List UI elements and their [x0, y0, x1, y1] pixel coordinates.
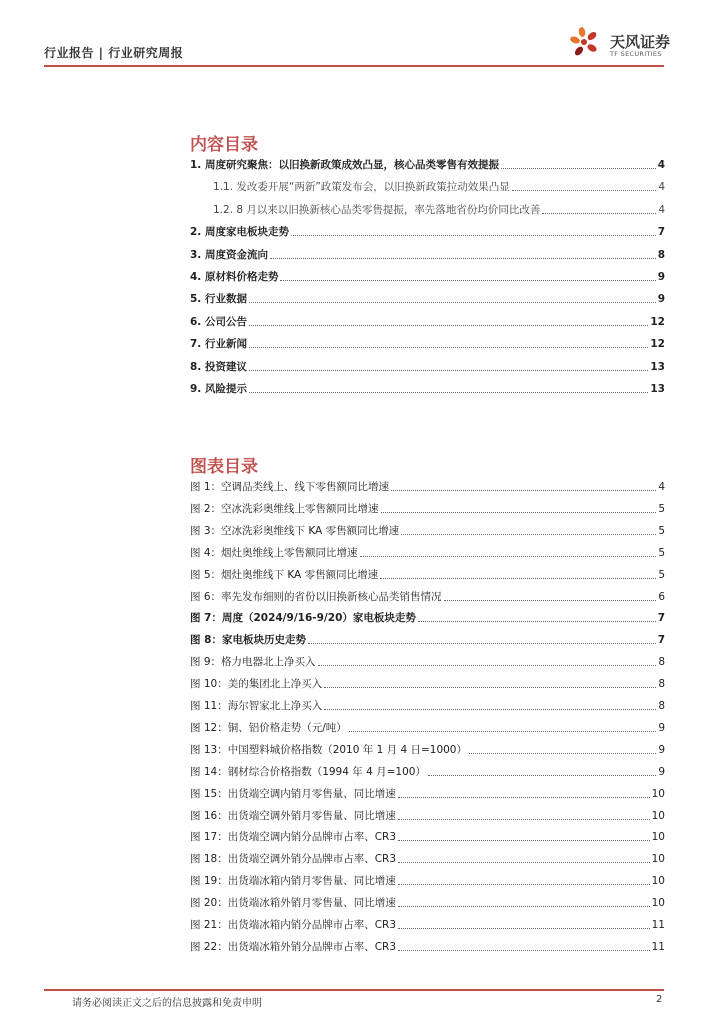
footer-divider — [44, 989, 664, 991]
toc-entry[interactable] — [190, 872, 665, 888]
toc-entry[interactable] — [190, 500, 665, 516]
toc-entry-label: 2. 周度家电板块走势 — [190, 226, 289, 239]
toc-entry[interactable] — [190, 828, 665, 844]
toc-entry-page: 11 — [651, 940, 665, 953]
toc-entry[interactable] — [190, 313, 665, 329]
figures-title: 图表目录 — [190, 457, 258, 477]
toc-leader-dots — [501, 167, 656, 169]
toc-entry[interactable] — [190, 223, 665, 239]
toc-leader-dots — [428, 774, 656, 776]
toc-leader-dots — [398, 949, 650, 951]
toc-leader-dots — [380, 577, 656, 579]
toc-entry-label: 图 1：空调品类线上、线下零售额同比增速 — [190, 481, 390, 493]
toc-entry-page: 9 — [658, 743, 665, 756]
toc-entry-label: 图 6：率先发布细则的省份以旧换新核心品类销售情况 — [190, 590, 442, 603]
toc-leader-dots — [398, 861, 650, 863]
toc-leader-dots — [249, 346, 648, 348]
toc-leader-dots — [249, 391, 648, 393]
footer-disclaimer: 请务必阅读正文之后的信息披露和免责申明 — [72, 998, 262, 1009]
toc-entry[interactable] — [190, 894, 665, 910]
toc-entry[interactable] — [190, 653, 665, 669]
toc-entry-label: 4. 原材料价格走势 — [190, 271, 279, 283]
toc-leader-dots — [418, 620, 656, 622]
toc-entry[interactable] — [213, 178, 665, 194]
toc-entry-page: 6 — [658, 590, 665, 603]
toc-entry-page: 7 — [657, 226, 665, 239]
toc-leader-dots — [469, 752, 656, 754]
toc-entry-page: 9 — [658, 721, 665, 734]
toc-entry-page: 5 — [658, 502, 665, 515]
toc-entry[interactable] — [190, 290, 665, 306]
toc-entry-label: 图 18：出货端空调外销分品牌市占率、CR3 — [190, 853, 397, 866]
toc-entry[interactable] — [213, 201, 665, 217]
toc-entry[interactable] — [190, 631, 665, 647]
toc-entry[interactable] — [190, 588, 665, 604]
toc-leader-dots — [270, 257, 656, 259]
toc-entry-label: 图 7：周度（2024/9/16-9/20）家电板块走势 — [190, 612, 416, 625]
toc-entry[interactable] — [190, 675, 665, 691]
toc-leader-dots — [398, 839, 650, 841]
toc-entry-page: 9 — [657, 293, 665, 306]
toc-entry[interactable] — [190, 697, 665, 713]
toc-entry-page: 11 — [651, 919, 665, 931]
toc-entry-label: 图 10：美的集团北上净买入 — [190, 678, 323, 691]
toc-leader-dots — [398, 927, 650, 929]
toc-leader-dots — [401, 533, 656, 535]
toc-leader-dots — [360, 555, 657, 557]
toc-entry-page: 4 — [658, 203, 665, 216]
toc-entry-page: 13 — [650, 360, 665, 373]
toc-entry[interactable] — [190, 763, 665, 779]
toc-entry-page: 8 — [658, 678, 665, 691]
toc-leader-dots — [280, 279, 655, 281]
toc-entry-label: 图 14：钢材综合价格指数（1994 年 4 月=100） — [190, 765, 426, 778]
toc-leader-dots — [542, 212, 656, 214]
toc-leader-dots — [444, 599, 657, 601]
toc-entry[interactable] — [190, 938, 665, 954]
toc-entry-page: 4 — [658, 481, 665, 493]
toc-leader-dots — [381, 511, 657, 513]
toc-entry[interactable] — [190, 741, 665, 757]
logo-name: 天风证券 — [610, 33, 671, 51]
toc-entry[interactable] — [190, 246, 665, 262]
toc-entry-page: 8 — [657, 248, 665, 261]
toc-entry-page: 10 — [651, 831, 665, 844]
toc-entry-label: 图 15：出货端空调内销月零售量、同比增速 — [190, 787, 396, 800]
toc-leader-dots — [308, 642, 656, 644]
toc-entry-page: 12 — [650, 315, 665, 328]
contents-title: 内容目录 — [190, 135, 258, 155]
toc-leader-dots — [398, 796, 650, 798]
toc-leader-dots — [249, 301, 656, 303]
toc-entry[interactable] — [190, 380, 665, 396]
toc-entry-page: 8 — [658, 700, 665, 712]
toc-entry-label: 图 19：出货端冰箱内销月零售量、同比增速 — [190, 875, 396, 888]
toc-leader-dots — [398, 883, 650, 885]
header-text: 行业报告 | 行业研究周报 — [44, 46, 184, 60]
toc-entry-page: 12 — [650, 338, 665, 351]
toc-entry-label: 图 11：海尔智家北上净买入 — [190, 700, 323, 712]
toc-entry[interactable] — [190, 268, 665, 284]
toc-entry[interactable] — [190, 719, 665, 735]
toc-leader-dots — [398, 905, 650, 907]
toc-entry[interactable] — [190, 566, 665, 582]
toc-entry-page: 5 — [658, 546, 665, 559]
toc-entry-page: 10 — [651, 809, 665, 822]
toc-entry-page: 7 — [657, 634, 665, 647]
toc-entry-page: 4 — [658, 181, 665, 194]
toc-leader-dots — [249, 324, 648, 326]
toc-entry-label: 1.2. 8 月以来以旧换新核心品类零售提振，率先落地省份均价同比改善 — [213, 203, 541, 216]
toc-entry-label: 图 9：格力电器北上净买入 — [190, 656, 316, 669]
toc-leader-dots — [318, 664, 657, 666]
toc-entry-page: 10 — [651, 875, 665, 888]
toc-entry[interactable] — [190, 358, 665, 374]
toc-entry-label: 图 22：出货端冰箱外销分品牌市占率、CR3 — [190, 940, 397, 953]
toc-entry[interactable] — [190, 785, 665, 801]
toc-entry-label: 9. 风险提示 — [190, 383, 247, 395]
toc-entry-label: 图 16：出货端空调外销月零售量、同比增速 — [190, 809, 396, 822]
toc-entry-label: 图 17：出货端空调内销分品牌市占率、CR3 — [190, 831, 397, 844]
toc-entry-label: 图 12：铜、铝价格走势（元/吨） — [190, 721, 347, 734]
flower-icon — [569, 27, 598, 57]
toc-entry-label: 3. 周度资金流向 — [190, 248, 268, 261]
toc-entry-label: 图 4：烟灶奥维线上零售额同比增速 — [190, 546, 358, 559]
toc-entry[interactable] — [190, 156, 665, 172]
toc-entry-label: 图 20：出货端冰箱外销月零售量、同比增速 — [190, 897, 396, 910]
toc-entry-label: 5. 行业数据 — [190, 293, 247, 306]
toc-entry-label: 图 21：出货端冰箱内销分品牌市占率、CR3 — [190, 919, 397, 931]
toc-entry-label: 图 8：家电板块历史走势 — [190, 634, 306, 647]
toc-leader-dots — [349, 730, 657, 732]
toc-leader-dots — [291, 234, 656, 236]
toc-entry-page: 4 — [657, 159, 665, 171]
toc-entry-label: 图 13：中国塑料城价格指数（2010 年 1 月 4 日=1000） — [190, 743, 467, 756]
toc-leader-dots — [512, 189, 657, 191]
logo-subtitle: TF SECURITIES — [610, 50, 662, 58]
toc-entry[interactable] — [190, 335, 665, 351]
toc-entry-page: 8 — [658, 656, 665, 669]
toc-entry-page: 7 — [657, 612, 665, 625]
footer-page-number: 2 — [656, 994, 663, 1005]
toc-entry[interactable] — [190, 478, 665, 494]
toc-entry-label: 7. 行业新闻 — [190, 338, 247, 351]
toc-leader-dots — [398, 818, 650, 820]
toc-leader-dots — [249, 369, 648, 371]
toc-entry-label: 1.1. 发改委开展“两新”政策发布会，以旧换新政策拉动效果凸显 — [213, 181, 510, 194]
header-divider — [44, 65, 664, 67]
toc-entry-page: 10 — [651, 897, 665, 910]
toc-entry-label: 图 2：空冰洗彩奥维线上零售额同比增速 — [190, 502, 379, 515]
toc-entry[interactable] — [190, 850, 665, 866]
toc-entry-page: 10 — [651, 853, 665, 866]
toc-entry[interactable] — [190, 522, 665, 538]
toc-leader-dots — [324, 708, 656, 710]
toc-entry-label: 图 5：烟灶奥维线下 KA 零售额同比增速 — [190, 568, 379, 581]
toc-entry-label: 1. 周度研究聚焦：以旧换新政策成效凸显，核心品类零售有效提振 — [190, 159, 499, 171]
toc-entry-label: 8. 投资建议 — [190, 360, 247, 373]
toc-entry-page: 9 — [657, 271, 665, 283]
toc-entry-page: 10 — [651, 787, 665, 800]
toc-entry[interactable] — [190, 807, 665, 823]
toc-leader-dots — [324, 686, 656, 688]
toc-entry-page: 13 — [650, 383, 665, 395]
toc-entry-label: 图 3：空冰洗彩奥维线下 KA 零售额同比增速 — [190, 524, 400, 537]
toc-entry[interactable] — [190, 916, 665, 932]
toc-entry[interactable] — [190, 609, 665, 625]
toc-entry-page: 5 — [658, 524, 665, 537]
toc-entry-label: 6. 公司公告 — [190, 315, 247, 328]
toc-entry-page: 9 — [658, 765, 665, 778]
toc-entry-page: 5 — [658, 568, 665, 581]
toc-entry[interactable] — [190, 544, 665, 560]
toc-leader-dots — [391, 489, 656, 491]
